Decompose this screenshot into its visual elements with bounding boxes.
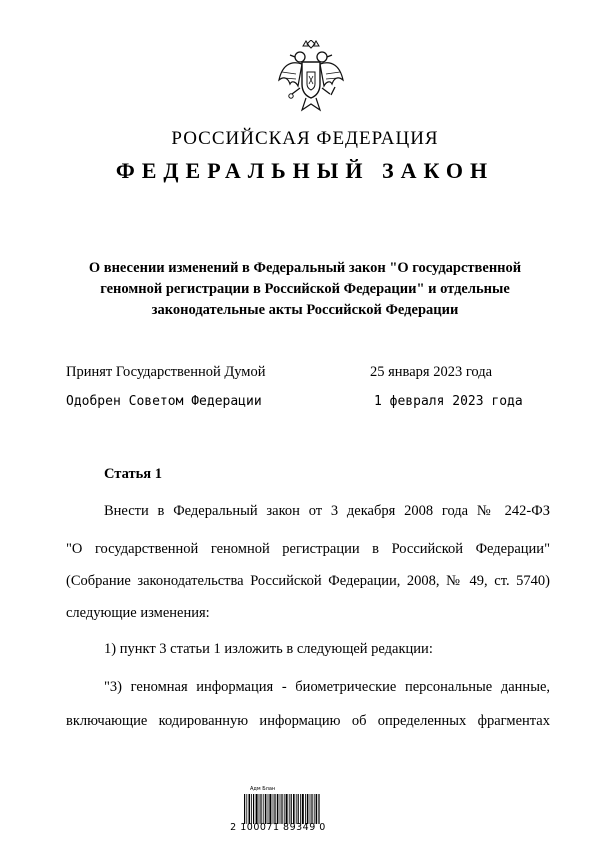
russian-coat-of-arms-icon — [276, 40, 346, 114]
country-name: РОССИЙСКАЯ ФЕДЕРАЦИЯ — [171, 128, 439, 149]
duma-adoption-date: 25 января 2023 года — [370, 364, 493, 380]
article-text-line: Внести в Федеральный закон от 3 декабря 2008 года № 242-ФЗ — [104, 503, 550, 519]
law-title — [60, 258, 550, 321]
barcode-icon — [244, 794, 320, 824]
council-approval-date: 1 февраля 2023 года — [374, 394, 523, 409]
article-text-line: включающие кодированную информацию об определенных фрагментах — [66, 713, 550, 729]
article-heading: Статья 1 — [104, 466, 162, 482]
law-title-line: законодательные акты Российской Федерации — [151, 302, 459, 318]
article-text-line: 1) пункт 3 статьи 1 изложить в следующей редакции: — [104, 641, 433, 657]
law-title-line: геномной регистрации в Российской Федерации" и отдельные — [100, 281, 510, 297]
article-text-line: следующие изменения: — [66, 605, 210, 621]
duma-adoption-label: Принят Государственной Думой — [66, 364, 266, 380]
article-text-line: (Собрание законодательства Российской Федерации, 2008, № 49, ст. 5740) — [66, 573, 550, 589]
article-text-line: "О государственной геномной регистрации в Российской Федерации" — [66, 541, 550, 557]
barcode-number: 2 100071 89349 0 — [230, 822, 326, 833]
barcode-note: Адм Блан — [250, 786, 276, 792]
law-title-line: О внесении изменений в Федеральный закон "О государственной — [88, 260, 522, 276]
article-text-line: "3) геномная информация - биометрические персональные данные, — [104, 679, 550, 695]
document-type: ФЕДЕРАЛЬНЫЙ ЗАКОН — [115, 158, 495, 183]
council-approval-label: Одобрен Советом Федерации — [66, 394, 262, 409]
